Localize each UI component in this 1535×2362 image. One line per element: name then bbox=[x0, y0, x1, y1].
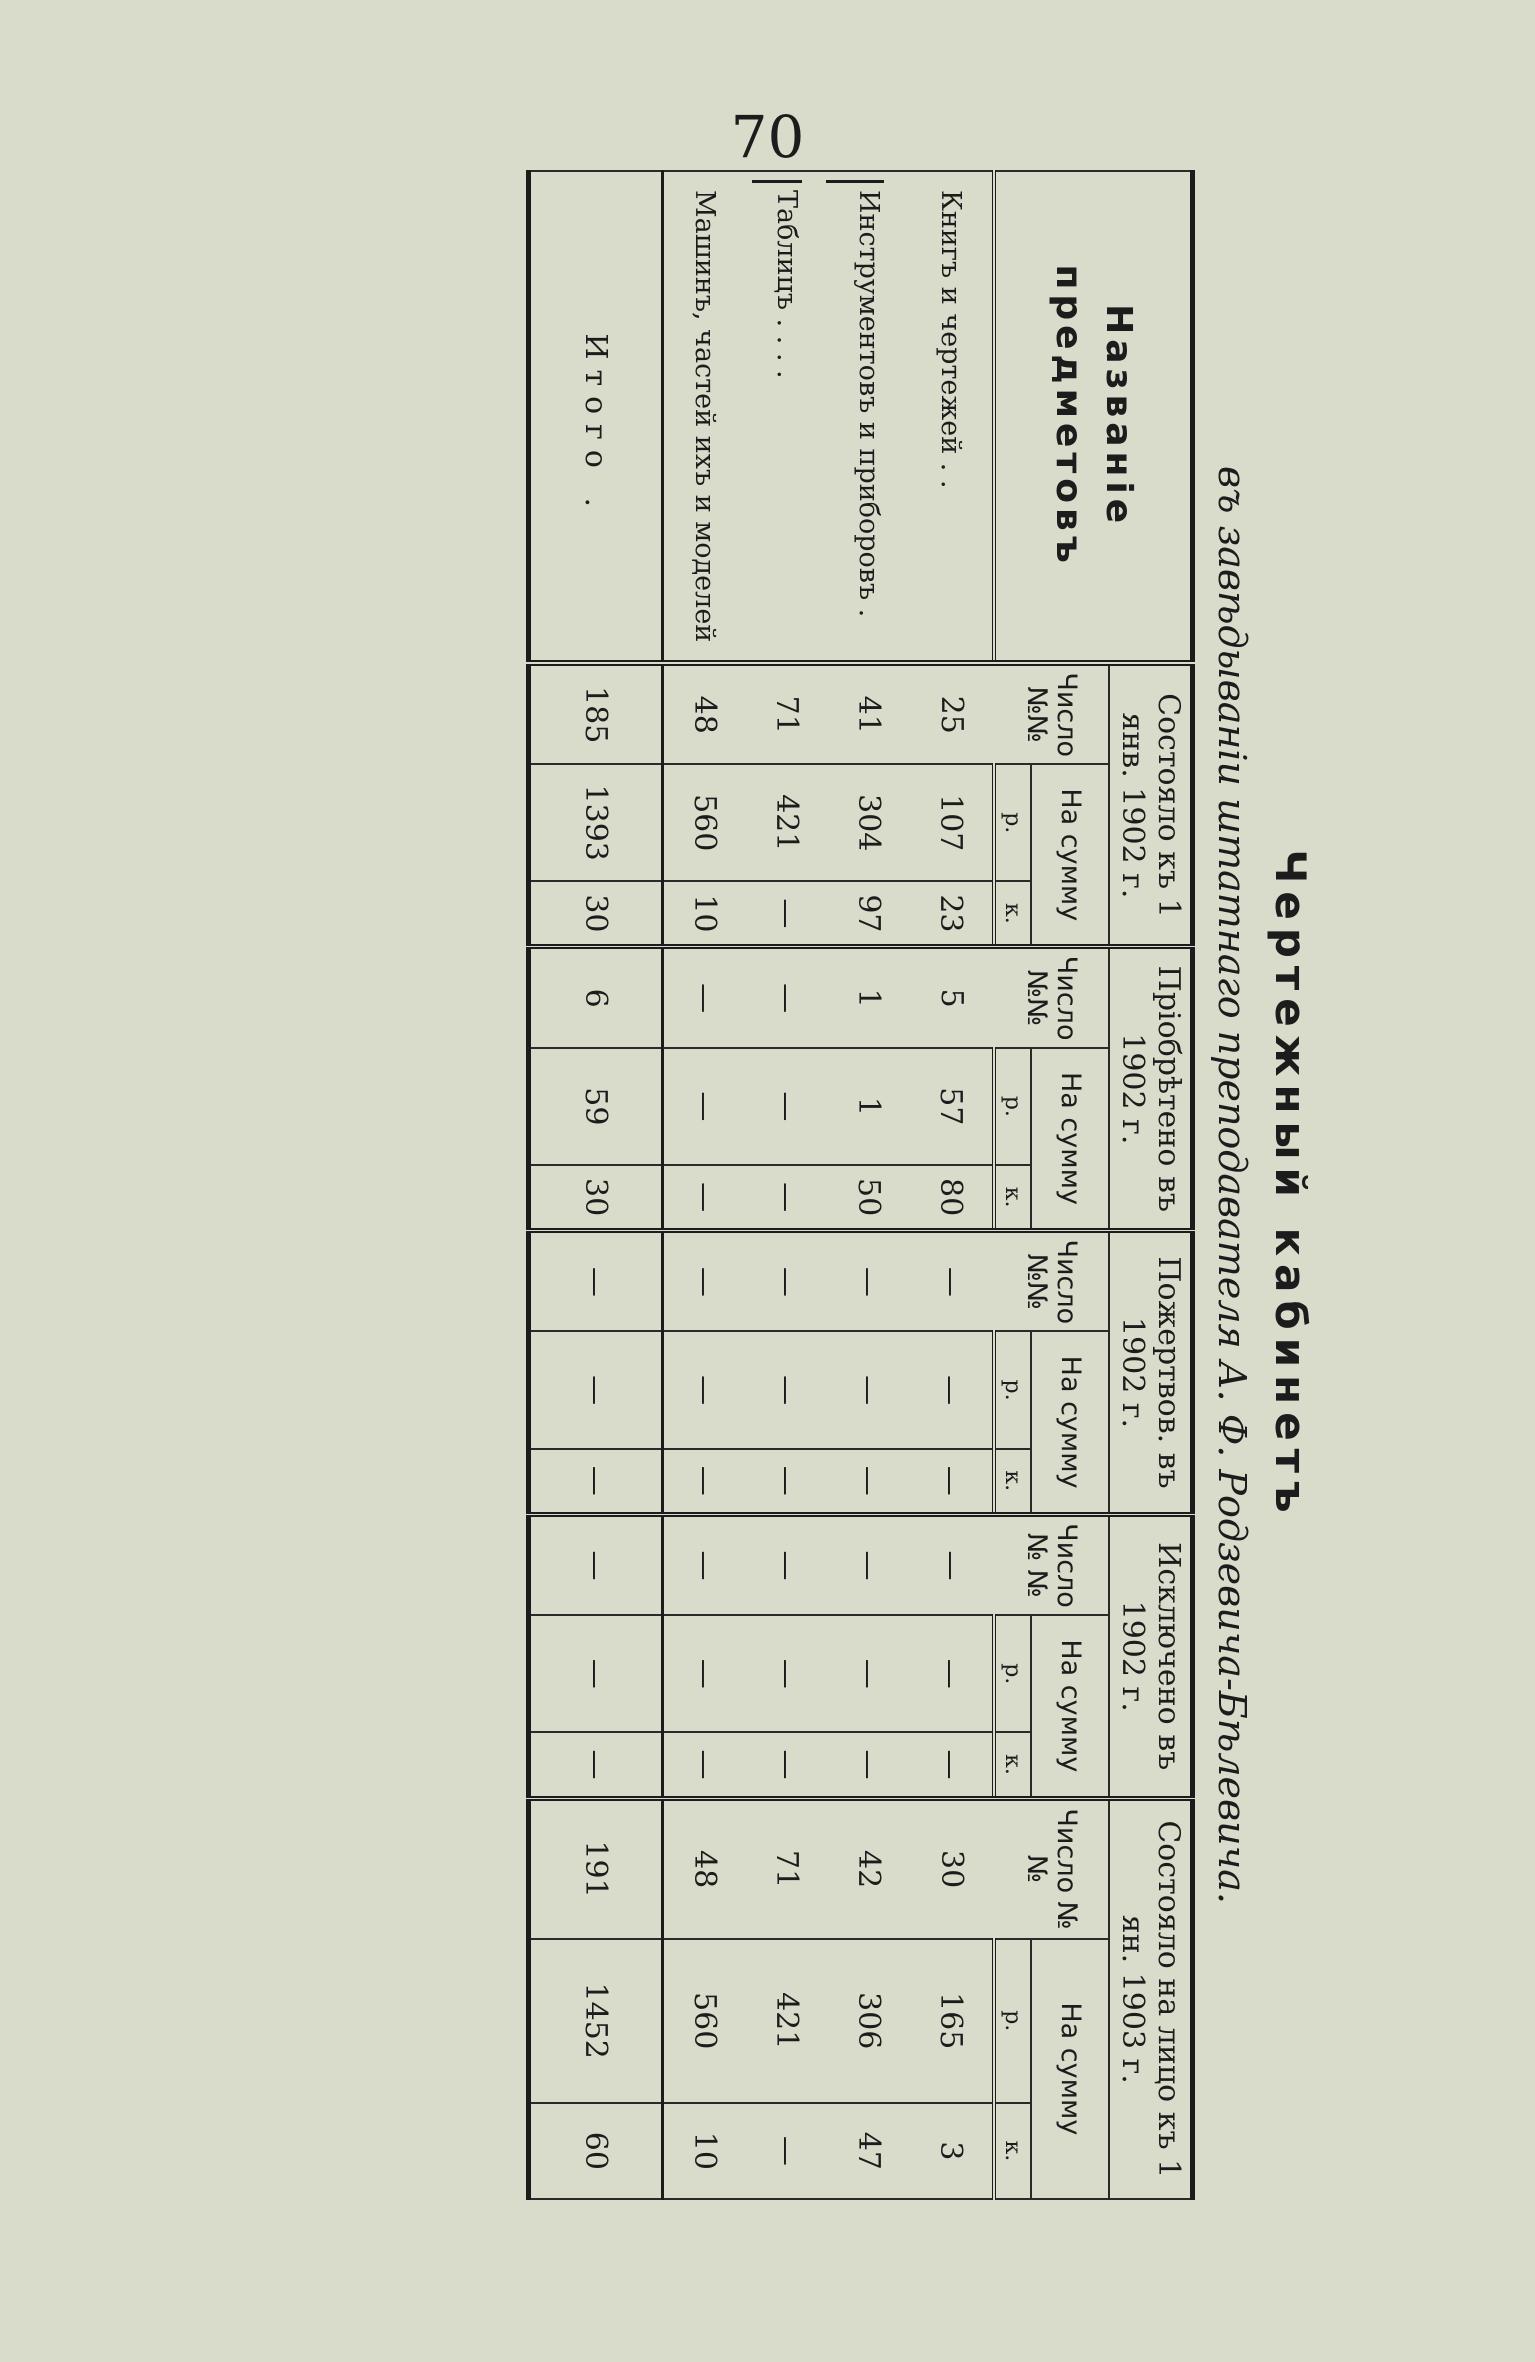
kopecks-cell: — bbox=[529, 1449, 663, 1515]
kopecks-cell: — bbox=[910, 1449, 994, 1515]
group-header-on-hand-1903: Состояло на лицо къ 1 ян. 1903 г. bbox=[1109, 1798, 1193, 2199]
kopecks-cell: — bbox=[663, 1732, 747, 1798]
item-name: Таблицъ . . . . bbox=[746, 171, 828, 663]
subheader-sum: На сумму bbox=[1031, 1939, 1109, 2199]
rubles-cell: — bbox=[910, 1331, 994, 1448]
subheader-rubles: р. bbox=[994, 1615, 1031, 1732]
kopecks-cell: 60 bbox=[529, 2103, 663, 2199]
subheader-sum: На сумму bbox=[1031, 764, 1109, 947]
count-cell: 41 bbox=[828, 663, 910, 764]
subheader-count: Число №№ bbox=[994, 1798, 1109, 1939]
count-cell: 191 bbox=[529, 1798, 663, 1939]
rubles-cell: 1393 bbox=[529, 764, 663, 881]
count-cell: 5 bbox=[910, 947, 994, 1048]
rubles-cell: — bbox=[529, 1615, 663, 1732]
total-row bbox=[529, 171, 663, 2199]
kopecks-cell: — bbox=[663, 1165, 747, 1231]
rubles-cell: — bbox=[663, 1048, 747, 1165]
subheader-count: Число № № bbox=[994, 1514, 1109, 1615]
item-name: Инструментовъ и приборовъ . bbox=[828, 171, 910, 663]
item-name: Машинъ, частей ихъ и моделей bbox=[663, 171, 747, 663]
kopecks-cell: 30 bbox=[529, 881, 663, 947]
kopecks-cell: — bbox=[746, 1449, 828, 1515]
rubles-cell: — bbox=[828, 1331, 910, 1448]
subheader-count: Число №№ bbox=[994, 1231, 1109, 1332]
kopecks-cell: — bbox=[828, 1732, 910, 1798]
count-cell: 1 bbox=[828, 947, 910, 1048]
group-header-donated: Пожертвов. въ 1902 г. bbox=[1109, 1231, 1193, 1515]
kopecks-cell: 47 bbox=[828, 2103, 910, 2199]
group-header-start-1902: Состояло къ 1 янв. 1902 г. bbox=[1109, 663, 1193, 947]
subheader-rubles: р. bbox=[994, 1048, 1031, 1165]
count-cell: 48 bbox=[663, 1798, 747, 1939]
subheader-count: Число №№ bbox=[994, 663, 1109, 764]
rubles-cell: 560 bbox=[663, 764, 747, 881]
count-cell: — bbox=[663, 1514, 747, 1615]
count-cell: 25 bbox=[910, 663, 994, 764]
rubles-cell: — bbox=[663, 1331, 747, 1448]
count-cell: 71 bbox=[746, 663, 828, 764]
rubles-cell: 306 bbox=[828, 1939, 910, 2103]
count-cell: — bbox=[529, 1514, 663, 1615]
kopecks-cell: 80 bbox=[910, 1165, 994, 1231]
count-cell: — bbox=[746, 1231, 828, 1332]
kopecks-cell: — bbox=[663, 1449, 747, 1515]
count-cell: 71 bbox=[746, 1798, 828, 1939]
count-cell: — bbox=[910, 1231, 994, 1332]
kopecks-cell: — bbox=[746, 2103, 828, 2199]
kopecks-cell: 50 bbox=[828, 1165, 910, 1231]
kopecks-cell: 10 bbox=[663, 2103, 747, 2199]
kopecks-cell: — bbox=[910, 1732, 994, 1798]
group-header-acquired: Пріобрѣтено въ 1902 г. bbox=[1109, 947, 1193, 1231]
column-header-name: Названіе предметовъ bbox=[994, 171, 1193, 663]
table-row bbox=[828, 171, 910, 2199]
subheader-rubles: р. bbox=[994, 764, 1031, 881]
group-header-excluded: Исключено въ 1902 г. bbox=[1109, 1514, 1193, 1798]
rubles-cell: 107 bbox=[910, 764, 994, 881]
kopecks-cell: 97 bbox=[828, 881, 910, 947]
kopecks-cell: 23 bbox=[910, 881, 994, 947]
rotated-ledger-page bbox=[195, 170, 1315, 2200]
rubles-cell: 1452 bbox=[529, 1939, 663, 2103]
rubles-cell: 165 bbox=[910, 1939, 994, 2103]
count-cell: — bbox=[828, 1231, 910, 1332]
rubles-cell: 421 bbox=[746, 764, 828, 881]
rubles-cell: — bbox=[828, 1615, 910, 1732]
rubles-cell: — bbox=[663, 1615, 747, 1732]
count-cell: 185 bbox=[529, 663, 663, 764]
kopecks-cell: — bbox=[746, 881, 828, 947]
rubles-cell: — bbox=[910, 1615, 994, 1732]
count-cell: 48 bbox=[663, 663, 747, 764]
subheader-kopecks: к. bbox=[994, 1449, 1031, 1515]
subheader-count: Число №№ bbox=[994, 947, 1109, 1048]
subheader-rubles: р. bbox=[994, 1331, 1031, 1448]
rubles-cell: 57 bbox=[910, 1048, 994, 1165]
kopecks-cell: — bbox=[828, 1449, 910, 1515]
count-cell: 30 bbox=[910, 1798, 994, 1939]
count-cell: 6 bbox=[529, 947, 663, 1048]
kopecks-cell: — bbox=[529, 1732, 663, 1798]
kopecks-cell: — bbox=[746, 1732, 828, 1798]
subheader-sum: На сумму bbox=[1031, 1331, 1109, 1514]
page-number: 70 bbox=[730, 103, 805, 171]
rubles-cell: — bbox=[529, 1331, 663, 1448]
subheader-kopecks: к. bbox=[994, 2103, 1031, 2199]
rubles-cell: — bbox=[746, 1048, 828, 1165]
subheader-kopecks: к. bbox=[994, 1165, 1031, 1231]
item-name: Итого . bbox=[529, 171, 663, 663]
subheader-sum: На сумму bbox=[1031, 1615, 1109, 1798]
kopecks-cell: 30 bbox=[529, 1165, 663, 1231]
subheader-rubles: р. bbox=[994, 1939, 1031, 2103]
kopecks-cell: 10 bbox=[663, 881, 747, 947]
rubles-cell: — bbox=[746, 1615, 828, 1732]
ledger-subtitle: въ завѣдываніи штатнаго преподавателя А. Ф. Родзевича-Бѣлевича. bbox=[1210, 466, 1254, 1904]
rubles-cell: — bbox=[746, 1331, 828, 1448]
count-cell: — bbox=[910, 1514, 994, 1615]
rubles-cell: 560 bbox=[663, 1939, 747, 2103]
table-row bbox=[746, 171, 828, 2199]
rubles-cell: 59 bbox=[529, 1048, 663, 1165]
count-cell: — bbox=[663, 947, 747, 1048]
table-row bbox=[910, 171, 994, 2199]
count-cell: — bbox=[529, 1231, 663, 1332]
subheader-sum: На сумму bbox=[1031, 1048, 1109, 1231]
subheader-kopecks: к. bbox=[994, 881, 1031, 947]
table-row bbox=[663, 171, 747, 2199]
item-name: Книгъ и чертежей . . bbox=[910, 171, 994, 663]
ledger-title: Чертежный кабинетъ bbox=[1266, 849, 1315, 1521]
count-cell: — bbox=[746, 1514, 828, 1615]
kopecks-cell: 3 bbox=[910, 2103, 994, 2199]
kopecks-cell: — bbox=[746, 1165, 828, 1231]
rubles-cell: 304 bbox=[828, 764, 910, 881]
count-cell: 42 bbox=[828, 1798, 910, 1939]
subheader-kopecks: к. bbox=[994, 1732, 1031, 1798]
count-cell: — bbox=[746, 947, 828, 1048]
count-cell: — bbox=[828, 1514, 910, 1615]
count-cell: — bbox=[663, 1231, 747, 1332]
rubles-cell: 421 bbox=[746, 1939, 828, 2103]
inventory-table bbox=[526, 170, 1195, 2200]
rubles-cell: 1 bbox=[828, 1048, 910, 1165]
